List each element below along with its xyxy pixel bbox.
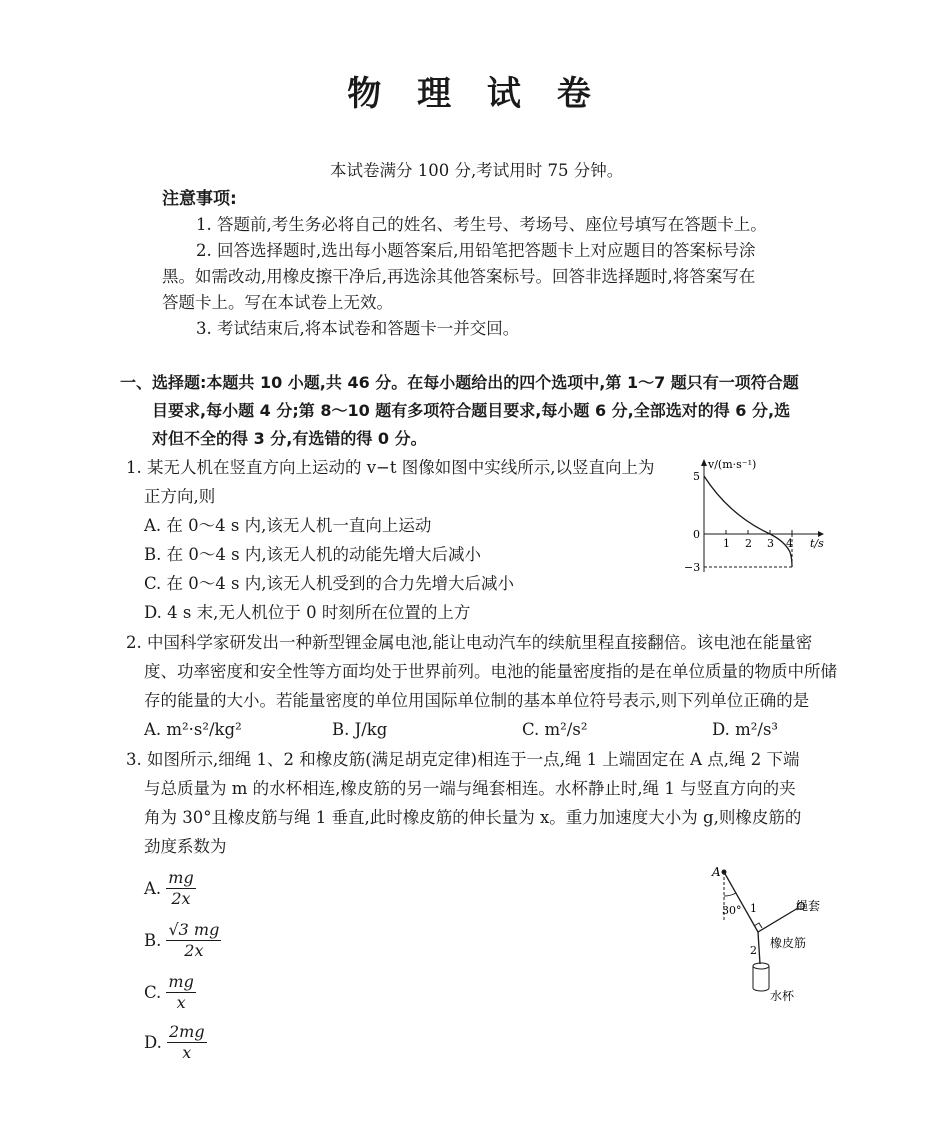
section1-line-2: 目要求,每小题 4 分;第 8～10 题有多项符合题目要求,每小题 6 分,全部选对的得 6 分,选 bbox=[152, 401, 791, 420]
q2-stem-line-1: 2. 中国科学家研发出一种新型锂金属电池,能让电动汽车的续航里程直接翻倍。该电池在能量密 bbox=[126, 633, 813, 652]
q1-vt-graph bbox=[682, 452, 832, 578]
q2-option-a: A. m²·s²/kg² bbox=[144, 720, 242, 739]
point-a-label: A bbox=[712, 865, 721, 879]
q3-stem-line-1: 3. 如图所示,细绳 1、2 和橡皮筋(满足胡克定律)相连于一点,绳 1 上端固定在 A 点,绳 2 下端 bbox=[126, 750, 800, 769]
rope-2-label: 2 bbox=[750, 944, 757, 957]
x-tick-label-4: 4 bbox=[786, 537, 793, 550]
y-tick-label-5: 5 bbox=[693, 470, 700, 483]
option-label: D. bbox=[144, 1033, 162, 1052]
fraction bbox=[166, 972, 195, 1013]
fraction bbox=[167, 1022, 207, 1063]
cup-icon bbox=[753, 966, 769, 991]
q3-stem-line-2: 与总质量为 m 的水杯相连,橡皮筋的另一端与绳套相连。水杯静止时,绳 1 与竖直方向的夹 bbox=[144, 779, 796, 798]
notice-line-1: 1. 答题前,考生务必将自己的姓名、考生号、考场号、座位号填写在答题卡上。 bbox=[196, 215, 767, 234]
rubber-band bbox=[758, 908, 798, 932]
notice-line-3: 黑。如需改动,用橡皮擦干净后,再选涂其他答案标号。回答非选择题时,将答案写在 bbox=[162, 267, 756, 286]
exam-info: 本试卷满分 100 分,考试用时 75 分钟。 bbox=[330, 161, 624, 180]
q1-stem-line-1: 1. 某无人机在竖直方向上运动的 v−t 图像如图中实线所示,以竖直向上为 bbox=[126, 458, 655, 477]
q3-option-d bbox=[144, 1022, 207, 1063]
q1-stem-line-2: 正方向,则 bbox=[144, 487, 216, 506]
numerator: √3 mg bbox=[168, 920, 220, 939]
x-axis-label: t/s bbox=[810, 537, 824, 550]
fraction bbox=[166, 920, 221, 961]
q1-option-d: D. 4 s 末,无人机位于 0 时刻所在位置的上方 bbox=[144, 603, 471, 622]
q2-stem-line-3: 存的能量的大小。若能量密度的单位用国际单位制的基本单位符号表示,则下列单位正确的是 bbox=[144, 691, 810, 710]
x-tick-label-1: 1 bbox=[723, 537, 730, 550]
q2-option-d: D. m²/s³ bbox=[712, 720, 779, 739]
option-label: B. bbox=[144, 931, 162, 950]
option-label: C. bbox=[144, 983, 162, 1002]
denominator: x bbox=[182, 1043, 192, 1062]
numerator: mg bbox=[168, 868, 194, 887]
section1-line-1: 一、选择题:本题共 10 小题,共 46 分。在每小题给出的四个选项中,第 1～7 题只有一项符合题 bbox=[120, 373, 799, 392]
page-title: 物 理 试 卷 bbox=[347, 74, 603, 114]
angle-arc bbox=[724, 893, 736, 896]
velocity-curve-positive bbox=[704, 476, 770, 534]
denominator: 2x bbox=[171, 889, 191, 908]
notice-line-5: 3. 考试结束后,将本试卷和答题卡一并交回。 bbox=[196, 319, 520, 338]
notice-line-4: 答题卡上。写在本试卷上无效。 bbox=[162, 293, 393, 312]
numerator: mg bbox=[168, 972, 194, 991]
rope-loop-label: 绳套 bbox=[796, 899, 821, 913]
section1-line-3: 对但不全的得 3 分,有选错的得 0 分。 bbox=[152, 429, 427, 448]
q3-stem-line-4: 劲度系数为 bbox=[144, 837, 227, 856]
denominator: x bbox=[176, 993, 186, 1012]
q2-option-c: C. m²/s² bbox=[522, 720, 588, 739]
denominator: 2x bbox=[184, 941, 204, 960]
y-tick-label-0: 0 bbox=[693, 528, 700, 541]
q1-option-c: C. 在 0～4 s 内,该无人机受到的合力先增大后减小 bbox=[144, 574, 514, 593]
rope-2 bbox=[758, 932, 760, 964]
angle-label: 30° bbox=[722, 904, 742, 917]
y-axis-arrow-icon bbox=[701, 459, 707, 466]
cup-label: 水杯 bbox=[770, 989, 795, 1003]
q3-stem-line-3: 角为 30°且橡皮筋与绳 1 垂直,此时橡皮筋的伸长量为 x。重力加速度大小为 g,则橡皮筋的 bbox=[144, 808, 802, 827]
q3-figure bbox=[700, 860, 840, 1010]
q2-option-b: B. J/kg bbox=[332, 720, 388, 739]
rope-1-label: 1 bbox=[750, 902, 757, 915]
q3-option-a bbox=[144, 868, 196, 909]
x-tick-label-2: 2 bbox=[745, 537, 752, 550]
cup-top-icon bbox=[753, 963, 769, 969]
x-tick-label-3: 3 bbox=[767, 537, 774, 550]
fraction bbox=[166, 868, 195, 909]
y-axis-label: v/(m·s⁻¹) bbox=[708, 458, 757, 471]
q2-stem-line-2: 度、功率密度和安全性等方面均处于世界前列。电池的能量密度指的是在单位质量的物质中所储 bbox=[144, 662, 837, 681]
rubber-band-label: 橡皮筋 bbox=[770, 936, 807, 950]
notice-line-2: 2. 回答选择题时,选出每小题答案后,用铅笔把答题卡上对应题目的答案标号涂 bbox=[196, 241, 756, 260]
y-tick-label-minus3: −3 bbox=[684, 561, 701, 574]
q1-option-b: B. 在 0～4 s 内,该无人机的动能先增大后减小 bbox=[144, 545, 482, 564]
q3-option-c bbox=[144, 972, 196, 1013]
notice-heading: 注意事项: bbox=[162, 189, 237, 209]
numerator: 2mg bbox=[168, 1022, 205, 1041]
option-label: A. bbox=[144, 879, 162, 898]
q3-option-b bbox=[144, 920, 221, 961]
q1-option-a: A. 在 0～4 s 内,该无人机一直向上运动 bbox=[144, 516, 432, 535]
